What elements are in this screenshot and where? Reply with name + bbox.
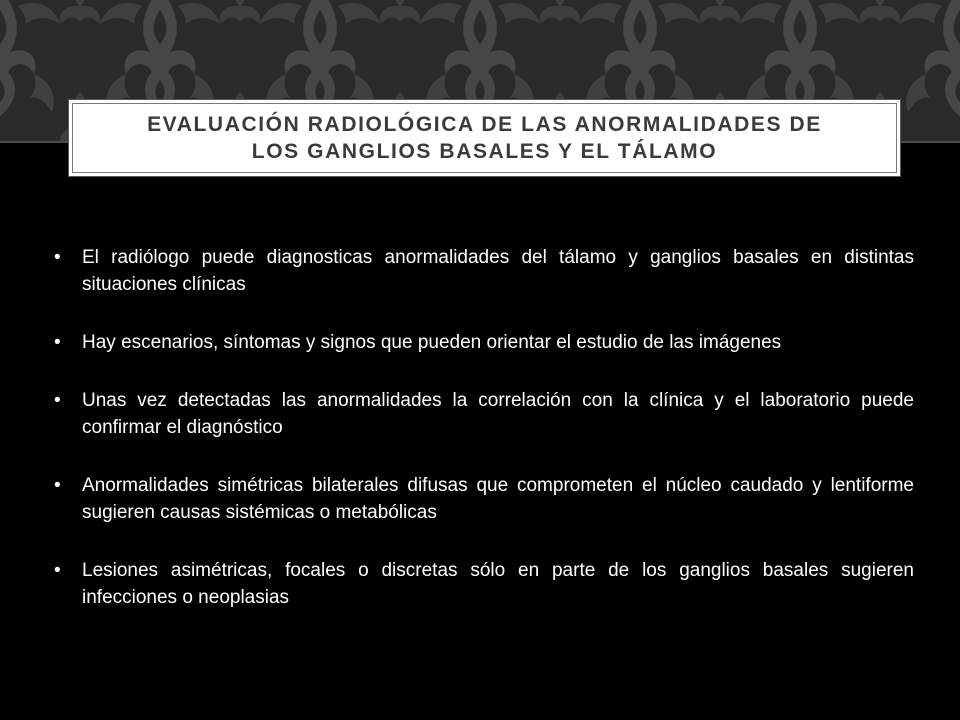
bullet-item <box>52 472 914 526</box>
bullet-item <box>52 557 914 611</box>
bullet-text: Anormalidades simétricas bilaterales difusas que comprometen el núcleo caudado y lentiforme sugieren causas sistémicas o metabólicas <box>82 475 914 523</box>
bullet-marker: • <box>54 475 61 496</box>
bullet-text: Lesiones asimétricas, focales o discretas sólo en parte de los ganglios basales sugieren infecciones o neoplasias <box>82 560 914 608</box>
bullet-text: Unas vez detectadas las anormalidades la correlación con la clínica y el laboratorio puede confirmar el diagnóstico <box>82 390 914 438</box>
slide-title-line-1: EVALUACIÓN RADIOLÓGICA DE LAS ANORMALIDADES DE <box>147 113 822 136</box>
slide-title <box>147 111 822 165</box>
bullet-text: Hay escenarios, síntomas y signos que pueden orientar el estudio de las imágenes <box>82 332 782 353</box>
bullet-marker: • <box>54 247 61 268</box>
bullet-list <box>52 244 914 642</box>
bullet-item <box>52 244 914 298</box>
slide-title-line-2: LOS GANGLIOS BASALES Y EL TÁLAMO <box>251 140 718 163</box>
bullet-marker: • <box>54 332 61 353</box>
bullet-marker: • <box>54 390 61 411</box>
title-box-inner-border <box>72 103 897 173</box>
bullet-text: El radiólogo puede diagnosticas anormalidades del tálamo y ganglios basales en distintas situaciones clínicas <box>82 247 914 295</box>
bullet-item <box>52 329 914 356</box>
bullet-item <box>52 387 914 441</box>
title-box <box>68 99 901 177</box>
bullet-marker: • <box>54 560 61 581</box>
